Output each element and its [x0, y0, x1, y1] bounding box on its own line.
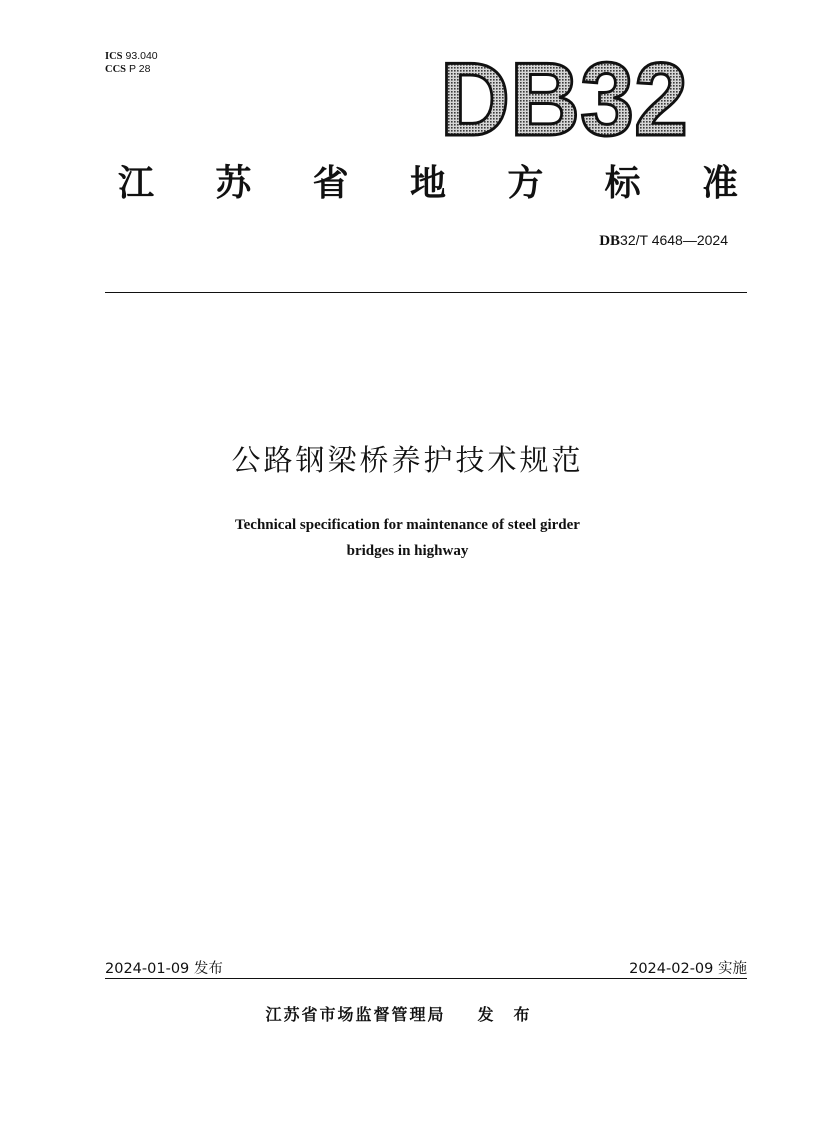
classification-codes	[105, 50, 158, 76]
ccs-label: CCS	[105, 64, 127, 75]
issuer	[0, 1002, 815, 1025]
standard-type-char: 江	[118, 163, 155, 204]
standard-number	[599, 232, 728, 250]
ccs-code	[105, 63, 158, 76]
issue-date: 2024-01-09 发布	[105, 961, 223, 977]
ccs-value: P 28	[129, 63, 151, 75]
standard-type-char: 准	[701, 163, 738, 204]
db32-logo	[436, 52, 692, 144]
issuer-action: 发布	[477, 1005, 550, 1024]
document-title-english-line: bridges in highway	[346, 543, 469, 559]
ics-code	[105, 50, 158, 63]
standard-number-prefix: DB	[599, 233, 621, 249]
standard-type-char: 地	[409, 163, 446, 204]
issuer-organization: 江苏省市场监督管理局	[265, 1005, 446, 1024]
ics-label: ICS	[105, 51, 123, 62]
standard-number-rest: 32/T 4648—2024	[620, 232, 728, 248]
standard-type-title	[118, 160, 738, 208]
document-title-english-line: Technical specification for maintenance of steel girder	[235, 517, 580, 533]
header-divider	[105, 292, 747, 293]
document-title-chinese: 公路钢梁桥养护技术规范	[231, 443, 584, 477]
document-title-english	[0, 512, 815, 564]
logo-text: DB32	[440, 52, 688, 144]
standard-type-char: 苏	[215, 163, 252, 204]
implementation-date: 2024-02-09 实施	[629, 961, 747, 977]
standard-type-char: 标	[604, 163, 641, 204]
standard-type-char: 省	[312, 163, 349, 204]
footer-divider	[105, 978, 747, 979]
ics-value: 93.040	[125, 50, 158, 62]
standard-type-char: 方	[507, 163, 544, 204]
